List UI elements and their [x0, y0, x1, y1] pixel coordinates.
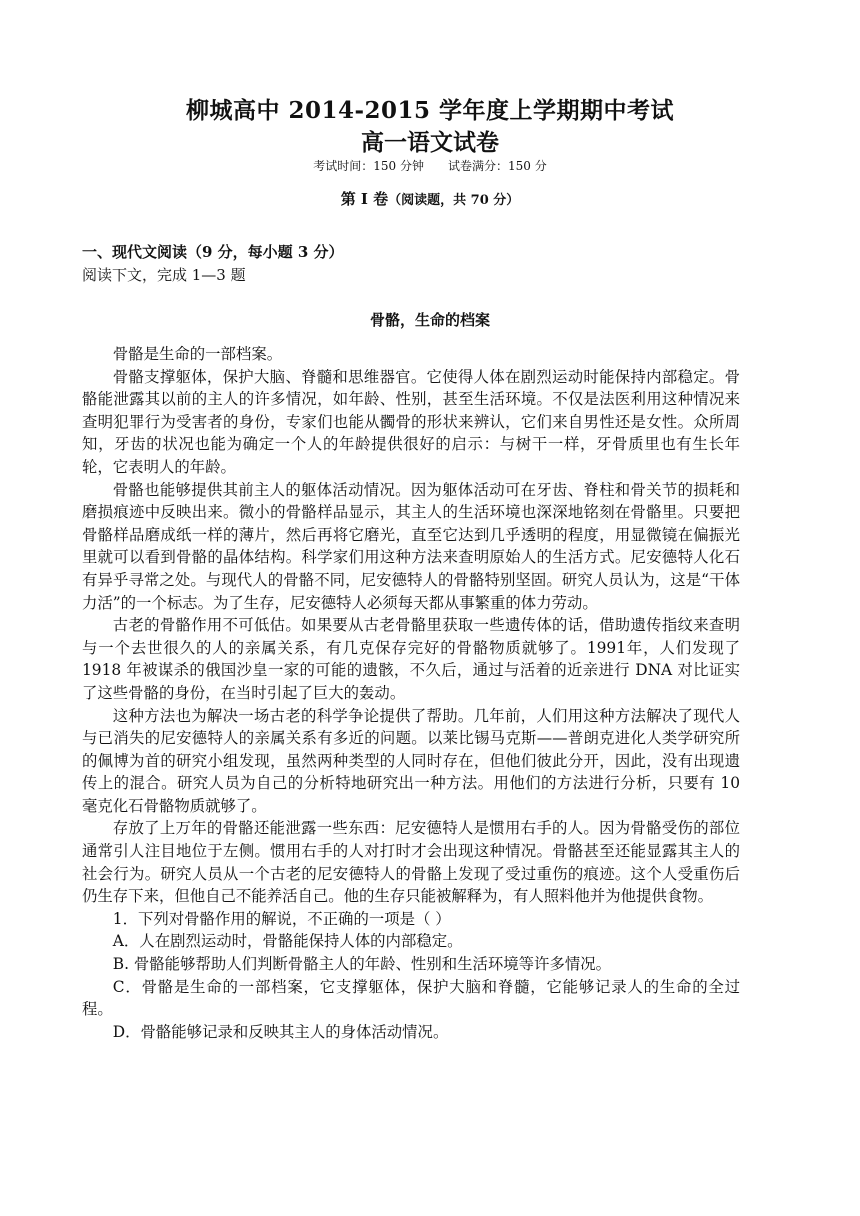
volume-label: 第 Ⅰ 卷 — [340, 190, 389, 208]
section-instruction: 阅读下文，完成 1—3 题 — [82, 266, 246, 284]
exam-title: 柳城高中 2014-2015 学年度上学期期中考试 — [185, 97, 675, 124]
question-option-a: A．人在剧烈运动时，骨骼能保持人体的内部稳定。 — [112, 932, 463, 951]
article-paragraph: 这种方法也为解决一场古老的科学争论提供了帮助。几年前，人们用这种方法解决了现代人与已消失的尼安德特人的亲属关系有多近的问题。以莱比锡马克斯——普朗克进化人类学研究所的佩博为首的研究小组发现，虽然两种类型的人同时存在，但他们彼此分开，因此，没有出现遗传上的混合。研究人员为自己的分析特地研究出一种方法。用他们的方法进行分析，只要有 10 毫克化石骨骼物质就够了。 — [82, 706, 740, 815]
section-heading: 一、现代文阅读（9 分，每小题 3 分） — [82, 243, 344, 261]
article-paragraph: 骨骼支撑躯体，保护大脑、脊髓和思维器官。它使得人体在剧烈运动时能保持内部稳定。骨骼能泄露其以前的主人的许多情况，如年龄、性别，甚至生活环境。不仅是法医利用这种情况来查明犯罪行为受害者的身份，专家们也能从髑骨的形状来辨认，它们来自男性还是女性。众所周知，牙齿的状况也能为确定一个人的年龄提供很好的启示：与树干一样，牙骨质里也有生长年轮，它表明人的年龄。 — [82, 367, 740, 476]
article-paragraph: 骨骼也能够提供其前主人的躯体活动情况。因为躯体活动可在牙齿、脊柱和骨关节的损耗和磨损痕迹中反映出来。微小的骨骼样品显示，其主人的生活环境也深深地铭刻在骨骼里。只要把骨骼样品磨成纸一样的薄片，然后再将它磨光，直至它达到几乎透明的程度，用显微镜在偏振光里就可以看到骨骼的晶体结构。科学家们用这种方法来查明原始人的生活方式。尼安德特人化石有异乎寻常之处。与现代人的骨骼不同，尼安德特人的骨骼特别坚固。研究人员认为，这是“干体力活”的一个标志。为了生存，尼安德特人必须每天都从事繁重的体力劳动。 — [82, 480, 740, 612]
exam-subtitle: 高一语文试卷 — [361, 129, 499, 156]
volume-heading — [0, 188, 860, 209]
article-paragraph: 古老的骨骼作用不可低估。如果要从古老骨骼里获取一些遗传体的话，借助遗传指纹来查明与一个去世很久的人的亲属关系，有几克保存完好的骨骼物质就够了。1991年，人们发现了 1918 年被谋杀的俄国沙皇一家的可能的遗骸，不久后，通过与活着的近亲进行 DNA 对比证实了这些骨骼的身份，在当时引起了巨大的轰动。 — [82, 616, 740, 702]
article-paragraph: 存放了上万年的骨骼还能泄露一些东西：尼安德特人是惯用右手的人。因为骨骼受伤的部位通常引人注目地位于左侧。惯用右手的人对打时才会出现这种情况。骨骼甚至还能显露其主人的社会行为。研究人员从一个古老的尼安德特人的骨骼上发现了受过重伤的痕迹。这个人受重伤后仍生存下来，但他自己不能养活自己。他的生存只能被解释为，有人照料他并为他提供食物。 — [82, 819, 740, 906]
volume-note: （阅读题，共 70 分） — [388, 193, 520, 208]
question-option-c: C．骨骼是生命的一部档案，它支撑躯体，保护大脑和脊髓，它能够记录人的生命的全过程。 — [82, 977, 740, 1019]
exam-time: 考试时间：150 分钟 — [313, 159, 424, 173]
exam-meta — [0, 157, 860, 174]
exam-score: 试卷满分：150 分 — [448, 159, 547, 173]
article-title: 骨骼，生命的档案 — [369, 311, 490, 329]
question-option-b: B. 骨骼能够帮助人们判断骨骼主人的年龄、性别和生活环境等许多情况。 — [112, 955, 612, 974]
article-paragraph: 骨骼是生命的一部档案。 — [112, 345, 283, 363]
question-option-d: D．骨骼能够记录和反映其主人的身体活动情况。 — [112, 1022, 449, 1041]
question-stem: 1．下列对骨骼作用的解说，不正确的一项是（ ） — [112, 909, 451, 928]
article-body — [82, 343, 740, 1043]
